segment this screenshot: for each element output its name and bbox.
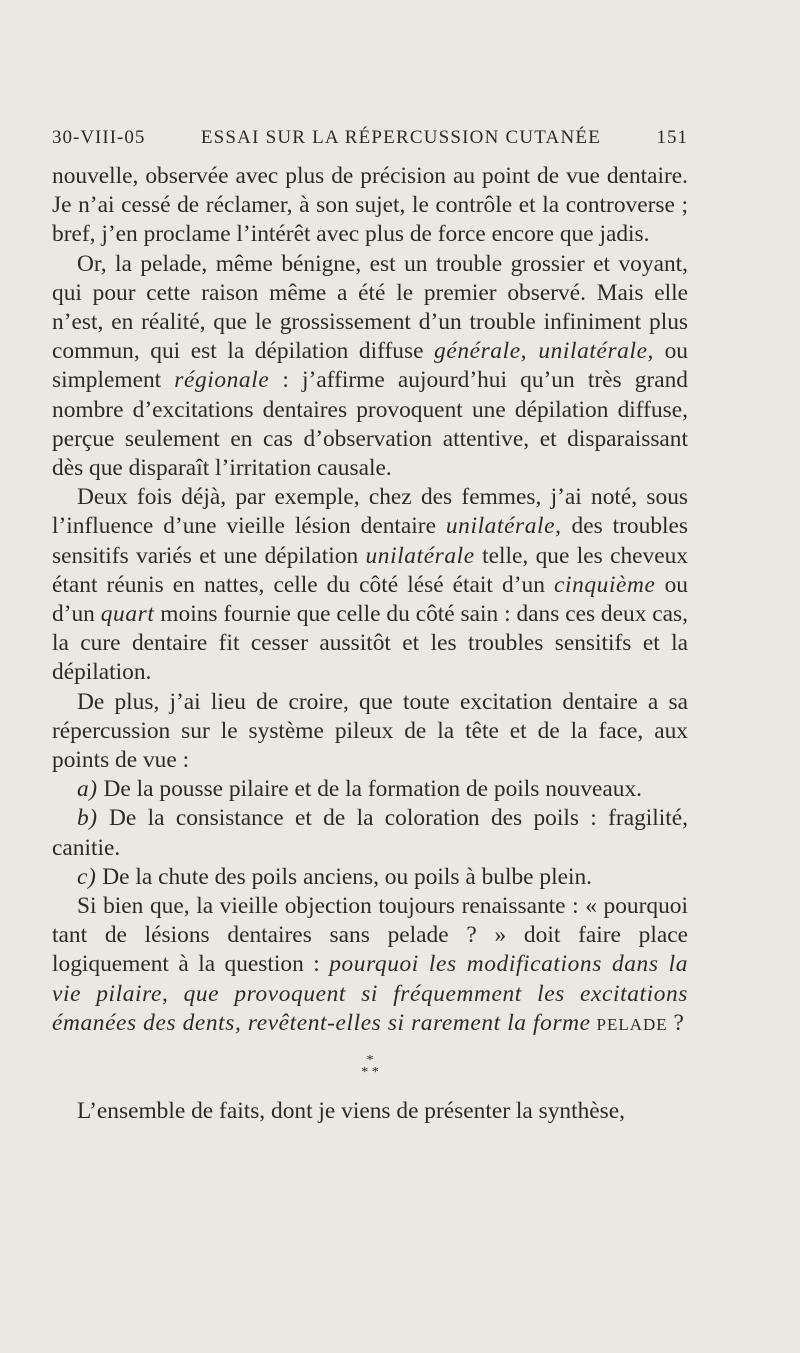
section-separator xyxy=(52,1055,688,1079)
separator-bottom-stars: * * xyxy=(361,1065,379,1081)
paragraph: Si bien que, la vieille objection toujours renaissante : « pourquoi tant de lésions dentaires sans pelade ? » doit faire place logiquement à la question : pourquoi les modifications dans la vie pilaire, que provoquent si fréquemment les excitations émanées des dents, revêtent-elles si rarement la forme PELADE ? xyxy=(52,893,688,1036)
page-number: 151 xyxy=(656,127,688,148)
paragraph: Or, la pelade, même bénigne, est un trouble grossier et voyant, qui pour cette raison même a été le premier observé. Mais elle n’est, en réalité, que le grossissement d’un trouble infiniment plus commun, qui est la dépilation diffuse générale, unilatérale, ou simplement régionale : j’affirme aujourd’hui qu’un très grand nombre d’excitations dentaires provoquent une dépilation diffuse, perçue seulement en cas d’observation attentive, et disparaissant dès que disparaît l’irritation causale. xyxy=(52,250,688,482)
paragraph: De plus, j’ai lieu de croire, que toute excitation dentaire a sa répercussion sur le système pileux de la tête et de la face, aux points de vue : xyxy=(52,688,688,774)
paragraph: Deux fois déjà, par exemple, chez des femmes, j’ai noté, sous l’influence d’une vieille lésion dentaire unilatérale, des troubles sensitifs variés et une dépilation unilatérale telle, que les cheveux étant réunis en nattes, celle du côté lésé était d’un cinquième ou d’un quart moins fournie que celle du côté sain : dans ces deux cas, la cure dentaire fit cesser aussitôt et les troubles sensitifs et la dépilation. xyxy=(52,484,689,686)
header-title: ESSAI SUR LA RÉPERCUSSION CUTANÉE xyxy=(200,127,602,148)
paragraph: b) De la consistance et de la coloration des poils : fragilité, canitie. xyxy=(52,805,688,861)
running-head xyxy=(52,127,688,157)
paragraph-list xyxy=(52,162,688,1039)
separator-top-star: * xyxy=(366,1053,374,1069)
final-paragraph: L’ensemble de faits, dont je viens de présenter la synthèse, xyxy=(77,1098,626,1125)
paragraph: c) De la chute des poils anciens, ou poils à bulbe plein. xyxy=(77,863,593,890)
body-text xyxy=(52,162,688,1126)
header-date: 30-VIII-05 xyxy=(52,127,146,148)
paragraph: a) De la pousse pilaire et de la formation de poils nouveaux. xyxy=(77,776,643,803)
paragraph: nouvelle, observée avec plus de précision au point de vue dentaire. Je n’ai cessé de réclamer, à son sujet, le contrôle et la controverse ; bref, j’en proclame l’intérêt avec plus de force encore que jadis. xyxy=(52,163,688,248)
